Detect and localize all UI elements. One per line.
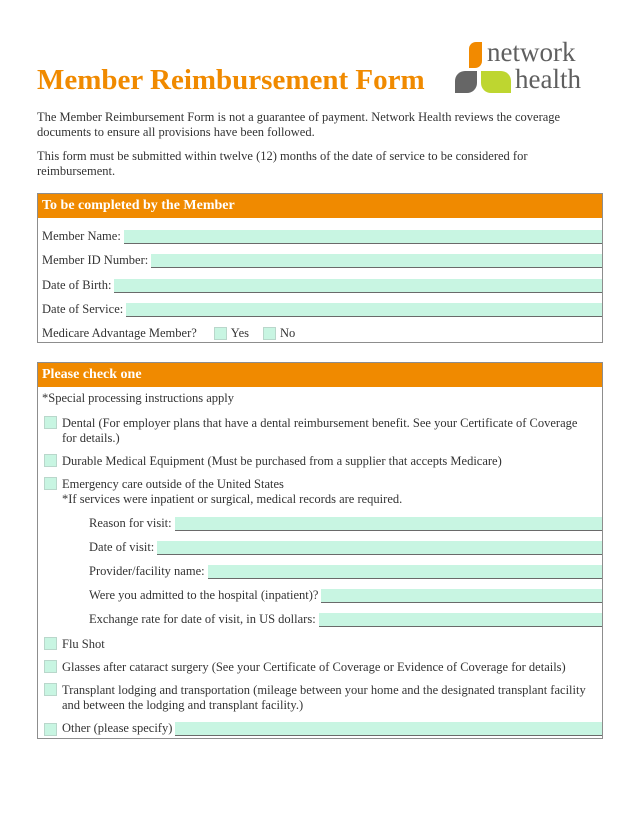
member-name-label: Member Name: (42, 229, 121, 243)
date-visit-field[interactable] (157, 541, 602, 555)
logo-word-health: health (515, 64, 581, 94)
member-id-row (42, 252, 602, 268)
check-one-heading: Please check one (38, 363, 602, 387)
reason-field[interactable] (175, 517, 602, 531)
medicare-label: Medicare Advantage Member? (42, 326, 197, 340)
medicare-no-option[interactable] (263, 326, 295, 341)
admitted-field[interactable] (321, 589, 602, 603)
check-one-section (37, 362, 603, 739)
intro-paragraph-1: The Member Reimbursement Form is not a guarantee of payment. Network Health reviews the coverage documents to ensure all provisions have been followed. (37, 110, 561, 139)
glasses-label: Glasses after cataract surgery (See your Certificate of Coverage or Evidence of Coverage for details) (62, 660, 566, 674)
member-id-label: Member ID Number: (42, 253, 149, 267)
medicare-yes-label: Yes (230, 326, 249, 340)
transplant-checkbox[interactable] (44, 683, 57, 696)
logo-orange-leaf-icon (469, 42, 482, 68)
member-section-heading: To be completed by the Member (38, 194, 602, 218)
provider-field[interactable] (208, 565, 602, 579)
medicare-yes-checkbox[interactable] (214, 327, 227, 340)
network-health-logo (453, 38, 613, 96)
option-dme[interactable] (42, 454, 592, 469)
dme-label: Durable Medical Equipment (Must be purchased from a supplier that accepts Medicare) (62, 454, 502, 468)
special-instructions-text: *Special processing instructions apply (42, 391, 234, 405)
emergency-checkbox[interactable] (44, 477, 57, 490)
dos-field[interactable] (126, 303, 602, 317)
dental-checkbox[interactable] (44, 416, 57, 429)
emergency-note: *If services were inpatient or surgical, medical records are required. (62, 492, 403, 506)
medicare-no-label: No (280, 326, 296, 340)
admitted-label: Were you admitted to the hospital (inpatient)? (89, 588, 319, 602)
reason-row (89, 515, 602, 531)
medicare-no-checkbox[interactable] (263, 327, 276, 340)
glasses-checkbox[interactable] (44, 660, 57, 673)
other-field[interactable] (175, 722, 602, 736)
member-id-field[interactable] (151, 254, 602, 268)
logo-green-leaf-icon (481, 71, 511, 93)
option-glasses[interactable] (42, 660, 592, 675)
dme-checkbox[interactable] (44, 454, 57, 467)
provider-row (89, 563, 602, 579)
dob-label: Date of Birth: (42, 278, 112, 292)
dos-row (42, 301, 602, 317)
dob-field[interactable] (114, 279, 602, 293)
admitted-row (89, 587, 602, 603)
special-instructions-note (42, 391, 592, 406)
other-label: Other (please specify) (62, 721, 173, 735)
logo-word-network: network (487, 37, 576, 67)
medicare-yes-option[interactable] (214, 326, 249, 341)
member-name-field[interactable] (124, 230, 602, 244)
flu-label: Flu Shot (62, 637, 105, 651)
date-visit-label: Date of visit: (89, 540, 155, 554)
page-title: Member Reimbursement Form (37, 64, 425, 96)
dob-row (42, 277, 602, 293)
logo-gray-leaf-icon (455, 71, 477, 93)
exchange-label: Exchange rate for date of visit, in US dollars: (89, 612, 316, 626)
option-dental[interactable] (42, 416, 592, 446)
date-visit-row (89, 539, 602, 555)
other-checkbox[interactable] (44, 723, 57, 736)
reason-label: Reason for visit: (89, 516, 172, 530)
medicare-row (42, 325, 602, 341)
flu-checkbox[interactable] (44, 637, 57, 650)
provider-label: Provider/facility name: (89, 564, 205, 578)
option-emergency[interactable] (42, 477, 592, 507)
exchange-row (89, 611, 602, 627)
transplant-label: Transplant lodging and transportation (mileage between your home and the designated transplant facility and between the lodging and transplant facility.) (62, 683, 586, 712)
exchange-field[interactable] (319, 613, 602, 627)
option-transplant[interactable] (42, 683, 592, 713)
option-other (42, 720, 602, 736)
member-section (37, 193, 603, 343)
dos-label: Date of Service: (42, 302, 124, 316)
option-flu-shot[interactable] (42, 637, 592, 652)
intro-paragraph-2: This form must be submitted within twelve (12) months of the date of service to be considered for reimbursement. (37, 149, 528, 178)
dental-label: Dental (For employer plans that have a dental reimbursement benefit. See your Certificate of Coverage for details.) (62, 416, 578, 445)
member-name-row (42, 228, 602, 244)
emergency-label: Emergency care outside of the United States (62, 477, 284, 491)
